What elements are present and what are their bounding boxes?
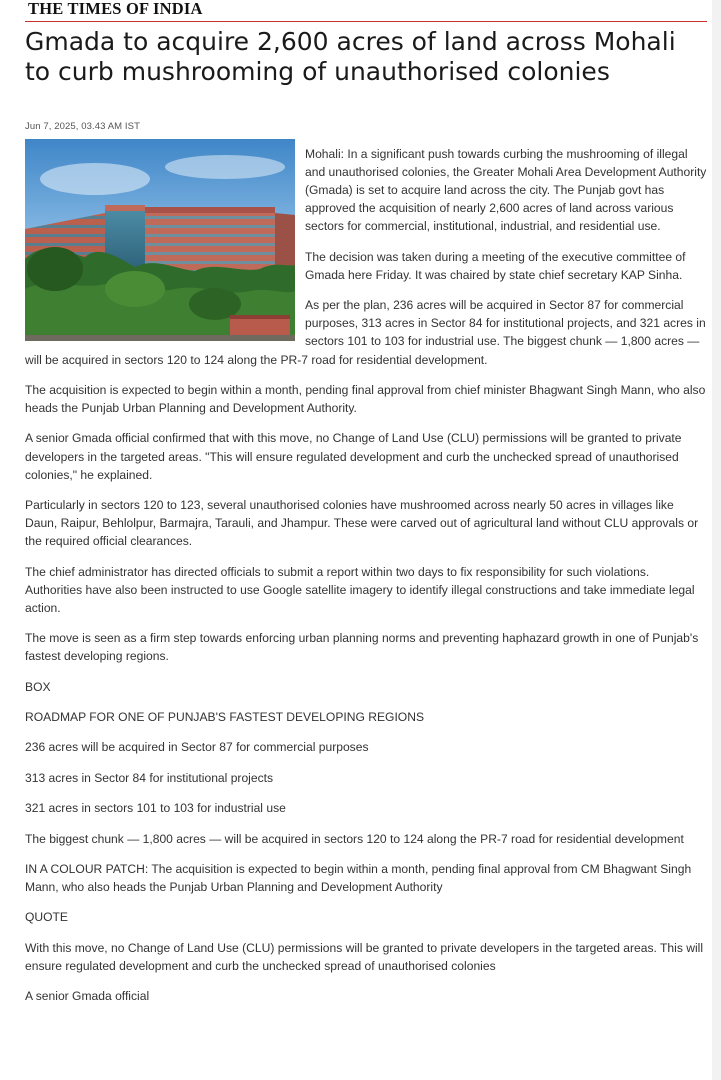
quote-text: With this move, no Change of Land Use (CLU) permissions will be granted to private developers in the targeted areas. This will ensure regulated development and curb the unchecked spread of unauthorised colonies (25, 940, 704, 973)
paragraph: The move is seen as a firm step towards enforcing urban planning norms and preventing haphazard growth in one of Punjab's fastest developing regions. (25, 631, 699, 664)
image-spacer (25, 145, 305, 344)
paragraph: The chief administrator has directed officials to submit a report within two days to fix responsibility for such violations. Authorities have also been instructed to use Google satellite imagery to identify illegal constructions and take immediate legal action. (25, 564, 695, 615)
scroll-gutter (712, 0, 721, 1080)
masthead-divider (25, 21, 707, 22)
box-item: The biggest chunk — 1,800 acres — will be acquired in sectors 120 to 124 along the PR-7 road for residential development (25, 831, 684, 846)
box-item: 321 acres in sectors 101 to 103 for industrial use (25, 801, 286, 816)
paragraph: As per the plan, 236 acres will be acquired in Sector 87 for commercial purposes, 313 acres in Sector 84 for institutional projects, and 321 acres in sectors 101 to 103 for industrial use. The biggest chunk — 1,800 acres — will be acquired in sectors 120 to 124 along the PR-7 road for residential development. (25, 298, 706, 367)
article-dateline: Jun 7, 2025, 03.43 AM IST (25, 121, 140, 132)
paragraph: The acquisition is expected to begin within a month, pending final approval from chief minister Bhagwant Singh Mann, who also heads the Punjab Urban Planning and Development Authority. (25, 382, 706, 416)
paragraph: Mohali: In a significant push towards curbing the mushrooming of illegal and unauthorised colonies, the Greater Mohali Area Development Authority (Gmada) is set to acquire land across the city. The Punjab govt has approved the acquisition of nearly 2,600 acres of land across various sectors for commercial, institutional, industrial, and residential use. (305, 147, 707, 234)
box-item: 236 acres will be acquired in Sector 87 for commercial purposes (25, 740, 369, 755)
quote-attribution: A senior Gmada official (25, 989, 150, 1004)
box-heading: ROADMAP FOR ONE OF PUNJAB'S FASTEST DEVELOPING REGIONS (25, 710, 425, 725)
masthead-logo[interactable]: THE TIMES OF INDIA (28, 0, 203, 18)
paragraph: The decision was taken during a meeting of the executive committee of Gmada here Friday. It was chaired by state chief secretary KAP Sinha. (305, 249, 686, 282)
article-body (25, 145, 707, 1018)
box-item: 313 acres in Sector 84 for institutional projects (25, 770, 274, 785)
colour-patch: IN A COLOUR PATCH: The acquisition is expected to begin within a month, pending final approval from CM Bhagwant Singh Mann, who also heads the Punjab Urban Planning and Development Authority (25, 861, 692, 895)
quote-label: QUOTE (25, 910, 69, 925)
article-headline: Gmada to acquire 2,600 acres of land across Mohali to curb mushrooming of unauthorised colonies (25, 27, 676, 86)
paragraph: A senior Gmada official confirmed that with this move, no Change of Land Use (CLU) permissions will be granted to private developers in the targeted areas. "This will ensure regulated development and curb the unchecked spread of unauthorised colonies," he explained. (25, 431, 682, 482)
paragraph: Particularly in sectors 120 to 123, several unauthorised colonies have mushroomed across nearly 50 acres in villages like Daun, Raipur, Behlolpur, Barmajra, Tarauli, and Jhampur. These were carved out of agricultural land without CLU approvals or the required official clearances. (25, 497, 699, 549)
box-label: BOX (25, 679, 51, 694)
